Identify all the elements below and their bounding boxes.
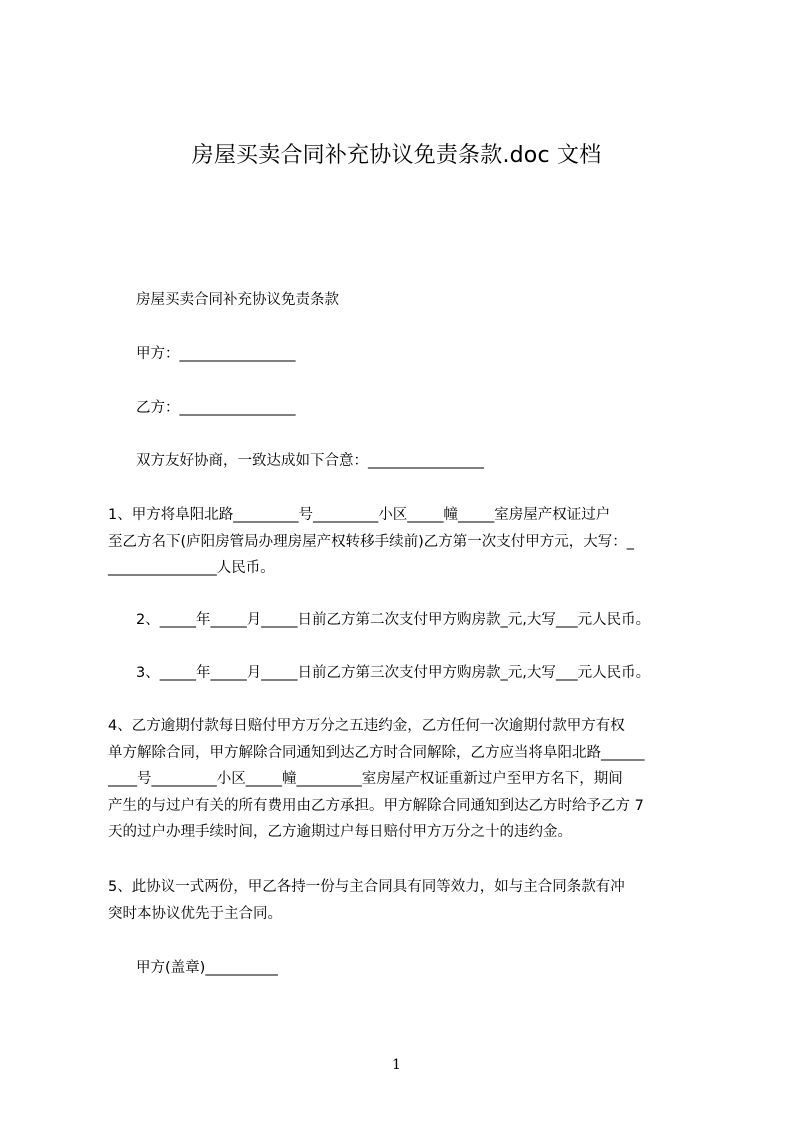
- clause-4-line-4: 产生的与过户有关的所有费用由乙方承担。甲方解除合同通知到达乙方时给予乙方 7: [108, 797, 644, 814]
- clause-1: [108, 502, 712, 582]
- clause-4-line-3: ____号_________小区_____幢_________室房屋产权证重新过户至甲方名下，期间: [108, 771, 623, 787]
- party-a-line: 甲方：________________: [136, 346, 296, 362]
- signature-party-a: 甲方(盖章)__________: [136, 960, 278, 976]
- clause-1-line-2: 至乙方名下(庐阳房管局办理房屋产权转移手续前)乙方第一次支付甲方元，大写：_: [108, 533, 635, 550]
- page-number: 1: [392, 1057, 401, 1073]
- document-title: 房屋买卖合同补充协议免责条款.doc 文档: [191, 143, 602, 168]
- document-subtitle: 房屋买卖合同补充协议免责条款: [136, 292, 339, 308]
- clause-5-line-1: 5、此协议一式两份，甲乙各持一份与主合同具有同等效力，如与主合同条款有冲: [108, 879, 625, 895]
- agreement-intro: 双方友好协商，一致达成如下合意：________________: [136, 453, 484, 469]
- clause-1-line-3: _______________人民币。: [108, 560, 275, 576]
- clause-2: 2、_____年_____月_____日前乙方第二次支付甲方购房款_元,大写___元人民币。: [136, 612, 651, 628]
- clause-3: 3、_____年_____月_____日前乙方第三次支付甲方购房款_元,大写___元人民币。: [136, 665, 651, 681]
- party-b-line: 乙方：________________: [136, 400, 296, 416]
- clause-5: [108, 874, 712, 927]
- clause-4: [108, 713, 712, 846]
- clause-4-line-5: 天的过户办理手续时间，乙方逾期过户每日赔付甲方万分之十的违约金。: [108, 824, 572, 840]
- clause-1-line-1: 1、甲方将阜阳北路_________号_________小区_____幢_____室房屋产权证过户: [108, 507, 611, 523]
- clause-4-line-2: 单方解除合同，甲方解除合同通知到达乙方时合同解除，乙方应当将阜阳北路______: [108, 744, 645, 761]
- clause-5-line-2: 突时本协议优先于主合同。: [108, 905, 282, 922]
- clause-4-line-1: 4、乙方逾期付款每日赔付甲方万分之五违约金，乙方任何一次逾期付款甲方有权: [108, 718, 625, 734]
